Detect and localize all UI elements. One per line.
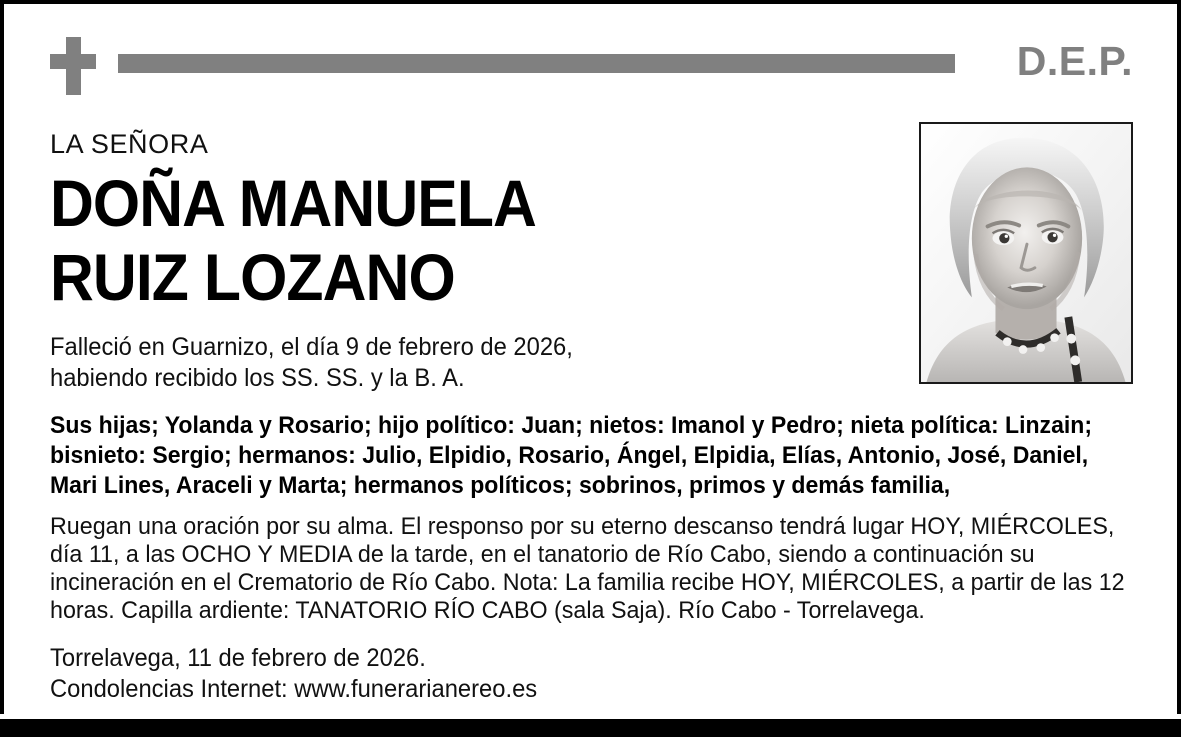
header-rule (118, 54, 955, 73)
condolences-url: Condolencias Internet: www.funerarianereo.es (50, 675, 538, 703)
cross-icon (50, 37, 96, 95)
closing-block (50, 643, 1079, 705)
dep-label: D.E.P. (1016, 38, 1133, 84)
honorific-label: LA SEÑORA (50, 129, 209, 159)
death-details (50, 332, 1079, 394)
death-details-line-2: habiendo recibido los SS. SS. y la B. A. (50, 364, 465, 392)
notice-header (50, 32, 1133, 94)
border-right (1177, 0, 1181, 714)
mourning-band-bottom (0, 719, 1181, 737)
deceased-name-line-1: DOÑA MANUELA (50, 166, 536, 240)
obituary-content (50, 128, 1133, 705)
surviving-family-list: Sus hijas; Yolanda y Rosario; hijo político: Juan; nietos: Imanol y Pedro; nieta política: Linzain; bisnieto: Sergio; hermanos: Julio, Elpidio, Rosario, Ángel, Elpidia, Elías, Antonio, José, Daniel, Mari Lines, Araceli y Marta; hermanos políticos; sobrinos, primos y demás familia, (50, 412, 1093, 499)
notice-body (4, 4, 1177, 714)
closing-place-date: Torrelavega, 11 de febrero de 2026. (50, 644, 426, 672)
deceased-name-line-2: RUIZ LOZANO (50, 240, 455, 314)
cross-horizontal-bar (50, 54, 96, 69)
death-details-line-1: Falleció en Guarnizo, el día 9 de febrero de 2026, (50, 333, 573, 361)
service-details: Ruegan una oración por su alma. El responso por su eterno descanso tendrá lugar HOY, MIÉRCOLES, día 11, a las OCHO Y MEDIA de la tarde, en el tanatorio de Río Cabo, siendo a continuación su incineración en el Crematorio de Río Cabo. Nota: La familia recibe HOY, MIÉRCOLES, a partir de las 12 horas. Capilla ardiente: TANATORIO RÍO CABO (sala Saja). Río Cabo - Torrelavega. (50, 513, 1125, 624)
